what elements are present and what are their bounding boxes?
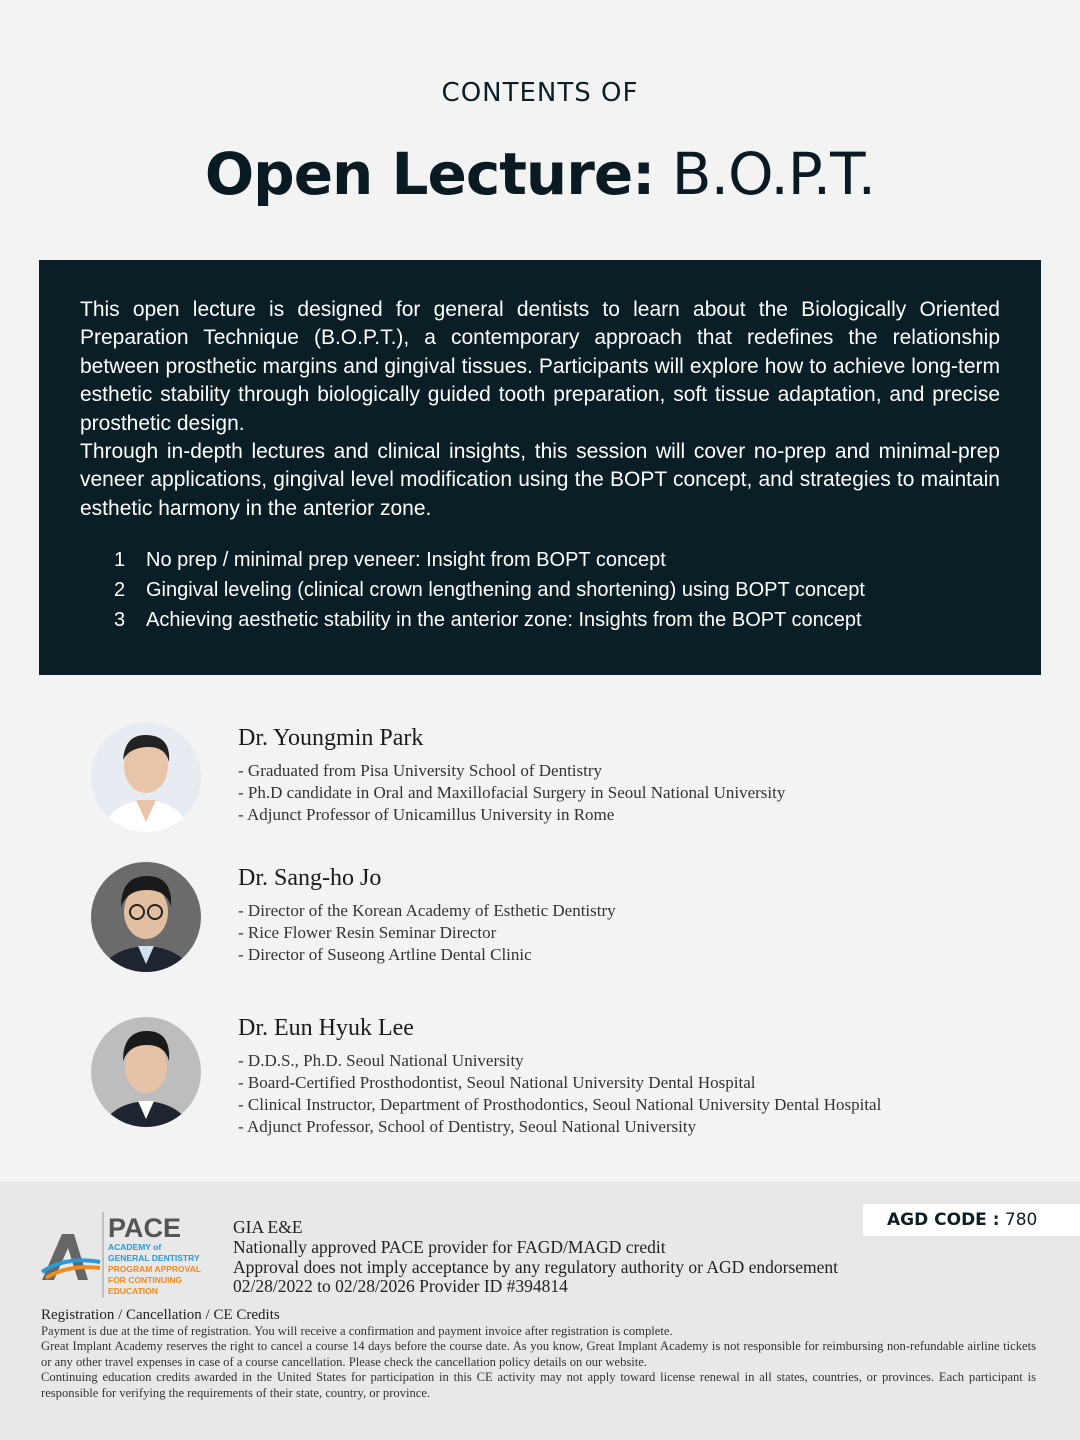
speaker-bullet: - D.D.S., Ph.D. Seoul National University bbox=[238, 1051, 524, 1070]
topic-num: 1 bbox=[114, 549, 126, 572]
topic-list bbox=[80, 545, 1000, 635]
page-title bbox=[0, 140, 1080, 208]
speaker-bullet: - Adjunct Professor of Unicamillus University in Rome bbox=[238, 805, 615, 824]
svg-text:GENERAL DENTISTRY: GENERAL DENTISTRY bbox=[108, 1253, 200, 1263]
speaker-photo bbox=[91, 722, 201, 832]
speaker-bullet: - Graduated from Pisa University School of Dentistry bbox=[238, 761, 603, 780]
topic-item bbox=[114, 575, 1000, 605]
footer bbox=[0, 1182, 1080, 1440]
speaker-bullet: - Director of Suseong Artline Dental Clinic bbox=[238, 945, 532, 964]
speaker-photo bbox=[91, 862, 201, 972]
topic-num: 3 bbox=[114, 609, 126, 632]
speaker-bullet: - Rice Flower Resin Seminar Director bbox=[238, 923, 497, 942]
kicker: CONTENTS OF bbox=[441, 78, 639, 108]
speaker-photo bbox=[91, 1017, 201, 1127]
agd-label: AGD CODE : bbox=[887, 1210, 1000, 1230]
title-light: B.O.P.T. bbox=[654, 140, 876, 208]
speaker-bullet: - Ph.D candidate in Oral and Maxillofacial Surgery in Seoul National University bbox=[238, 783, 786, 802]
speaker-name: Dr. Eun Hyuk Lee bbox=[238, 1015, 414, 1041]
provider-line: 02/28/2022 to 02/28/2026 Provider ID #394814 bbox=[233, 1276, 568, 1297]
svg-text:ACADEMY of: ACADEMY of bbox=[108, 1242, 162, 1252]
svg-text:FOR CONTINUING: FOR CONTINUING bbox=[108, 1275, 183, 1285]
provider-line: GIA E&E bbox=[233, 1217, 303, 1237]
agd-value: 780 bbox=[1004, 1210, 1038, 1230]
policy-text: Payment is due at the time of registration. You will receive a confirmation and payment invoice after registration is complete. bbox=[41, 1324, 673, 1338]
topic-item bbox=[114, 545, 1000, 575]
topic-text: Gingival leveling (clinical crown lengthening and shortening) using BOPT concept bbox=[146, 579, 865, 602]
speaker-bullet: - Board-Certified Prosthodontist, Seoul National University Dental Hospital bbox=[238, 1073, 756, 1092]
provider-info bbox=[233, 1218, 838, 1297]
speaker-bullet: - Clinical Instructor, Department of Prosthodontics, Seoul National University Dental Hospital bbox=[238, 1095, 882, 1114]
speaker-info bbox=[238, 864, 616, 966]
registration-policy bbox=[41, 1306, 1036, 1401]
speaker-info bbox=[238, 724, 785, 826]
speaker-info bbox=[238, 1014, 881, 1138]
agd-code bbox=[863, 1204, 1080, 1236]
registration-title: Registration / Cancellation / CE Credits bbox=[41, 1307, 280, 1323]
svg-text:PACE: PACE bbox=[108, 1213, 182, 1243]
speaker-name: Dr. Sang-ho Jo bbox=[238, 865, 382, 891]
intro-box bbox=[39, 260, 1041, 675]
speaker-bullet: - Director of the Korean Academy of Esthetic Dentistry bbox=[238, 901, 616, 920]
provider-line: Nationally approved PACE provider for FAGD/MAGD credit bbox=[233, 1236, 666, 1257]
pace-logo bbox=[40, 1210, 220, 1300]
svg-text:PROGRAM APPROVAL: PROGRAM APPROVAL bbox=[108, 1264, 202, 1274]
svg-text:EDUCATION: EDUCATION bbox=[108, 1286, 158, 1296]
topic-text: No prep / minimal prep veneer: Insight from BOPT concept bbox=[146, 549, 666, 572]
policy-text: Continuing education credits awarded in the United States for participation in this CE activity may not apply toward license renewal in all states, countries, or provinces. Each participant is responsible for verifying the requirements of their state, country, or province. bbox=[41, 1370, 1036, 1400]
topic-num: 2 bbox=[114, 579, 126, 602]
topic-text: Achieving aesthetic stability in the anterior zone: Insights from the BOPT concept bbox=[146, 609, 862, 632]
intro-paragraph: Through in-depth lectures and clinical insights, this session will cover no-prep and minimal-prep veneer applications, gingival level modification using the BOPT concept, and strategies to maintain esthetic harmony in the anterior zone. bbox=[80, 440, 1000, 520]
intro-paragraph: This open lecture is designed for general dentists to learn about the Biologically Oriented Preparation Technique (B.O.P.T.), a contemporary approach that redefines the relationship between prosthetic margins and gingival tissues. Participants will explore how to achieve long-term esthetic stability through biologically guided tooth preparation, soft tissue adaptation, and precise prosthetic design. bbox=[80, 298, 1000, 435]
title-bold: Open Lecture: bbox=[204, 140, 655, 208]
topic-item bbox=[114, 605, 1000, 635]
speaker-bullet: - Adjunct Professor, School of Dentistry, Seoul National University bbox=[238, 1117, 697, 1136]
provider-line: Approval does not imply acceptance by any regulatory authority or AGD endorsement bbox=[233, 1256, 839, 1277]
speaker-name: Dr. Youngmin Park bbox=[238, 725, 424, 751]
policy-text: Great Implant Academy reserves the right to cancel a course 14 days before the course date. As you know, Great Implant Academy is not responsible for reimbursing non-refundable airline tickets or any other travel expenses in case of a course cancellation. Please check the cancellation policy details on our website. bbox=[41, 1339, 1036, 1369]
